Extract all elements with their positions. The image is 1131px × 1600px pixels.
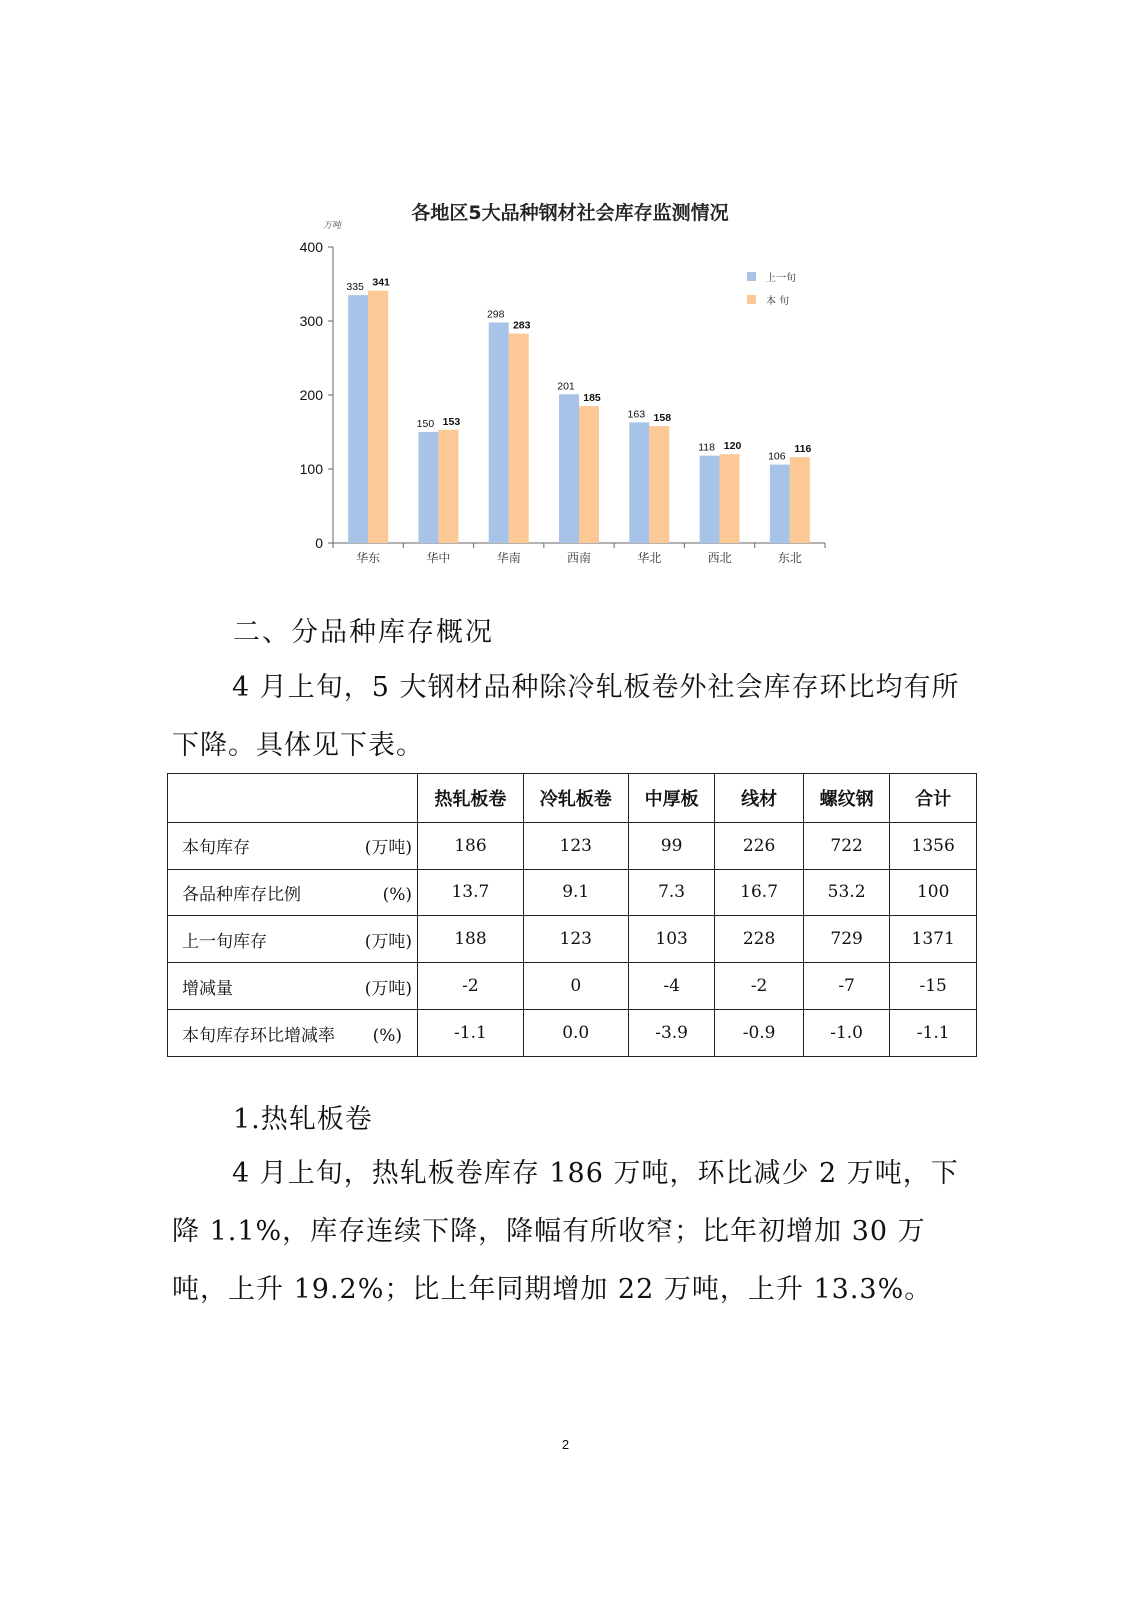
table-cell: 729 [803,916,890,963]
bar-previous-period [700,456,720,543]
data-label: 341 [372,276,390,289]
table-cell: 99 [628,822,714,869]
table-cell: 0.0 [523,1010,628,1057]
chart-plot-area [300,239,825,565]
table-cell: 13.7 [418,869,523,916]
x-category-label: 华北 [637,551,662,565]
table-cell: 228 [715,916,804,963]
row-label: 上一旬库存 [182,931,267,952]
bar-current-period [790,457,810,543]
row-header [168,963,418,1010]
row-label: 各品种库存比例 [182,884,301,905]
table-row [168,1010,977,1057]
bar-previous-period [629,422,649,543]
bar-current-period [509,334,529,543]
row-unit: (%) [382,884,412,905]
table-cell: -3.9 [628,1010,714,1057]
bar-current-period [579,406,599,543]
table-corner-cell [168,774,418,823]
x-category-label: 西南 [566,551,592,565]
stock-chart [290,195,850,585]
column-header: 合计 [890,774,977,823]
table-cell: 53.2 [803,869,890,916]
table-cell: 123 [523,822,628,869]
data-label: 106 [768,450,786,463]
row-header [168,869,418,916]
table-cell: 0 [523,963,628,1010]
legend-label: 本 旬 [766,296,790,307]
table-cell: 7.3 [628,869,714,916]
data-label: 298 [486,308,505,321]
y-axis-unit: 万吨 [323,221,342,231]
bar-current-period [438,430,458,543]
table-cell: -7 [803,963,890,1010]
bar-current-period [720,454,740,543]
data-label: 118 [698,441,715,454]
y-tick-label: 100 [299,461,323,477]
data-label: 335 [346,281,364,294]
x-category-label: 华南 [496,551,521,565]
chart-svg [290,195,850,585]
column-header: 中厚板 [628,774,714,823]
section-heading: 二、分品种库存概况 [233,617,494,648]
subheading: 1.热轧板卷 [233,1104,373,1135]
legend-label: 上一旬 [766,273,796,284]
table-cell: 16.7 [715,869,804,916]
bar-previous-period [489,322,509,543]
legend-swatch [747,295,756,304]
table-cell: 186 [418,822,523,869]
page-number: 2 [561,1437,570,1452]
data-label: 283 [512,319,531,332]
row-header [168,916,418,963]
table-header-row [168,774,977,823]
data-label: 153 [442,415,461,428]
row-header [168,822,418,869]
table-cell: 1356 [890,822,977,869]
table-cell: 9.1 [523,869,628,916]
table-cell: -0.9 [715,1010,804,1057]
y-tick-label: 0 [315,535,323,551]
row-label: 增减量 [182,978,233,999]
data-label: 185 [583,392,601,405]
column-header: 热轧板卷 [418,774,523,823]
table-cell: -2 [715,963,804,1010]
table-cell: 100 [890,869,977,916]
row-header [168,1010,418,1057]
row-unit: (万吨) [364,838,412,859]
bar-previous-period [418,432,438,543]
data-label: 120 [723,440,742,453]
intro-paragraph: 4 月上旬，5 大钢材品种除冷轧板卷外社会库存环比均有所下降。具体见下表。 [172,672,960,761]
bar-previous-period [770,465,790,543]
legend-swatch [747,272,756,281]
x-category-label: 华中 [426,551,451,565]
table-row [168,916,977,963]
table-cell: -1.1 [418,1010,523,1057]
x-category-label: 华东 [356,551,381,565]
x-category-label: 东北 [777,551,802,565]
data-label: 158 [653,412,672,425]
data-label: 163 [627,408,646,421]
table-cell: 103 [628,916,714,963]
column-header: 螺纹钢 [803,774,890,823]
row-unit: (%) [372,1025,402,1046]
bar-previous-period [348,295,368,543]
table-cell: -15 [890,963,977,1010]
table-cell: 123 [523,916,628,963]
inventory-table [167,773,977,1057]
x-category-label: 西北 [707,551,732,565]
column-header: 冷轧板卷 [523,774,628,823]
row-label: 本旬库存 [182,838,250,859]
table-cell: -4 [628,963,714,1010]
table-cell: -1.1 [890,1010,977,1057]
column-header: 线材 [715,774,804,823]
y-tick-label: 400 [299,239,323,255]
data-label: 116 [794,443,812,456]
chart-title: 各地区5大品种钢材社会库存监测情况 [411,202,729,224]
bar-previous-period [559,394,579,543]
y-tick-label: 300 [299,313,323,329]
row-unit: (万吨) [364,978,412,999]
table-cell: 188 [418,916,523,963]
data-label: 150 [416,418,435,430]
table-cell: 722 [803,822,890,869]
bar-current-period [368,291,388,543]
y-tick-label: 200 [299,387,323,403]
table-cell: -2 [418,963,523,1010]
table-row [168,963,977,1010]
row-unit: (万吨) [364,931,412,952]
table-cell: 226 [715,822,804,869]
data-label: 201 [557,380,575,393]
row-label: 本旬库存环比增减率 [182,1025,335,1046]
table-row [168,822,977,869]
body-paragraph: 4 月上旬，热轧板卷库存 186 万吨，环比减少 2 万吨，下降 1.1%，库存连续下降，降幅有所收窄；比年初增加 30 万吨，上升 19.2%；比上年同期增加 22 万吨，上升 13.3%。 [172,1158,959,1305]
table-row [168,869,977,916]
table-cell: -1.0 [803,1010,890,1057]
table-cell: 1371 [890,916,977,963]
bar-current-period [649,426,669,543]
